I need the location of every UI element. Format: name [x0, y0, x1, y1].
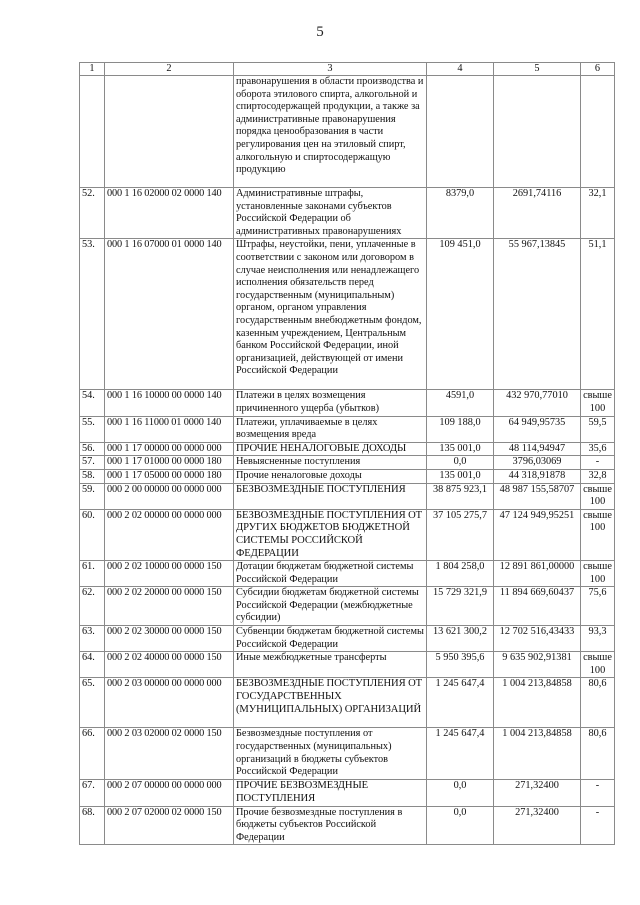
cell-name: Субвенции бюджетам бюджетной системы Российской Федерации	[234, 626, 427, 652]
cell-percent: 35,6	[581, 442, 615, 456]
table-row	[80, 561, 615, 587]
cell-num: 59.	[80, 483, 105, 509]
cell-num: 57.	[80, 456, 105, 470]
cell-code: 000 2 02 10000 00 0000 150	[105, 561, 234, 587]
cell-name: Административные штрафы, установленные законами субъектов Российской Федерации об административных правонарушениях	[234, 188, 427, 239]
cell-fact: 12 702 516,43433	[494, 626, 581, 652]
cell-percent: 51,1	[581, 239, 615, 390]
cell-percent: свыше 100	[581, 561, 615, 587]
column-header-6: 6	[581, 63, 615, 76]
table-header-row	[80, 63, 615, 76]
table-row	[80, 239, 615, 390]
cell-name: Прочие неналоговые доходы	[234, 469, 427, 483]
cell-num: 56.	[80, 442, 105, 456]
cell-plan: 15 729 321,9	[427, 587, 494, 626]
cell-code: 000 2 02 00000 00 0000 000	[105, 509, 234, 560]
cell-code: 000 2 02 40000 00 0000 150	[105, 652, 234, 678]
cell-fact: 48 114,94947	[494, 442, 581, 456]
cell-fact: 271,32400	[494, 780, 581, 806]
cell-code: 000 1 17 01000 00 0000 180	[105, 456, 234, 470]
cell-num: 66.	[80, 728, 105, 780]
cell-code: 000 2 07 02000 02 0000 150	[105, 806, 234, 845]
cell-fact: 271,32400	[494, 806, 581, 845]
cell-code: 000 1 17 00000 00 0000 000	[105, 442, 234, 456]
cell-name: Дотации бюджетам бюджетной системы Российской Федерации	[234, 561, 427, 587]
cell-plan: 109 451,0	[427, 239, 494, 390]
table-row	[80, 188, 615, 239]
cell-code: 000 2 00 00000 00 0000 000	[105, 483, 234, 509]
cell-code: 000 2 03 02000 02 0000 150	[105, 728, 234, 780]
table-row	[80, 456, 615, 470]
cell-name: Платежи в целях возмещения причиненного ущерба (убытков)	[234, 390, 427, 416]
cell-name: Субсидии бюджетам бюджетной системы Российской Федерации (межбюджетные субсидии)	[234, 587, 427, 626]
cell-percent: 93,3	[581, 626, 615, 652]
cell-fact: 12 891 861,00000	[494, 561, 581, 587]
cell-fact: 48 987 155,58707	[494, 483, 581, 509]
cell-percent: 32,8	[581, 469, 615, 483]
cell-num: 64.	[80, 652, 105, 678]
column-header-1: 1	[80, 63, 105, 76]
cell-percent	[581, 76, 615, 188]
cell-name: Платежи, уплачиваемые в целях возмещения вреда	[234, 416, 427, 442]
cell-name: БЕЗВОЗМЕЗДНЫЕ ПОСТУПЛЕНИЯ	[234, 483, 427, 509]
cell-fact: 44 318,91878	[494, 469, 581, 483]
cell-fact: 9 635 902,91381	[494, 652, 581, 678]
cell-fact	[494, 76, 581, 188]
cell-plan: 4591,0	[427, 390, 494, 416]
cell-fact: 11 894 669,60437	[494, 587, 581, 626]
cell-num: 55.	[80, 416, 105, 442]
cell-percent: -	[581, 806, 615, 845]
column-header-5: 5	[494, 63, 581, 76]
cell-percent: свыше 100	[581, 390, 615, 416]
cell-num: 65.	[80, 678, 105, 728]
cell-plan: 13 621 300,2	[427, 626, 494, 652]
table-row	[80, 390, 615, 416]
table-row	[80, 652, 615, 678]
cell-code: 000 1 17 05000 00 0000 180	[105, 469, 234, 483]
page-number: 5	[316, 24, 324, 40]
cell-fact: 47 124 949,95251	[494, 509, 581, 560]
cell-plan: 135 001,0	[427, 469, 494, 483]
cell-fact: 3796,03069	[494, 456, 581, 470]
cell-percent: -	[581, 780, 615, 806]
cell-fact: 2691,74116	[494, 188, 581, 239]
cell-name: Иные межбюджетные трансферты	[234, 652, 427, 678]
cell-fact: 1 004 213,84858	[494, 678, 581, 728]
cell-percent: свыше 100	[581, 483, 615, 509]
table-row	[80, 587, 615, 626]
cell-fact: 55 967,13845	[494, 239, 581, 390]
cell-code: 000 2 02 20000 00 0000 150	[105, 587, 234, 626]
cell-code	[105, 76, 234, 188]
column-header-4: 4	[427, 63, 494, 76]
cell-num: 58.	[80, 469, 105, 483]
cell-num: 63.	[80, 626, 105, 652]
cell-code: 000 1 16 10000 00 0000 140	[105, 390, 234, 416]
table-row	[80, 483, 615, 509]
cell-plan: 109 188,0	[427, 416, 494, 442]
cell-plan: 0,0	[427, 806, 494, 845]
table-row	[80, 469, 615, 483]
cell-num: 53.	[80, 239, 105, 390]
cell-num: 52.	[80, 188, 105, 239]
cell-code: 000 1 16 02000 02 0000 140	[105, 188, 234, 239]
cell-fact: 64 949,95735	[494, 416, 581, 442]
table-row	[80, 806, 615, 845]
cell-plan: 37 105 275,7	[427, 509, 494, 560]
cell-num: 68.	[80, 806, 105, 845]
table-row	[80, 509, 615, 560]
cell-code: 000 1 16 07000 01 0000 140	[105, 239, 234, 390]
cell-plan: 0,0	[427, 456, 494, 470]
table-row	[80, 780, 615, 806]
table-row	[80, 416, 615, 442]
cell-name: Безвозмездные поступления от государственных (муниципальных) организаций в бюджеты субъектов Российской Федерации	[234, 728, 427, 780]
table-row	[80, 626, 615, 652]
cell-num: 67.	[80, 780, 105, 806]
cell-percent: свыше 100	[581, 652, 615, 678]
cell-code: 000 2 03 00000 00 0000 000	[105, 678, 234, 728]
table-row	[80, 678, 615, 728]
cell-num: 62.	[80, 587, 105, 626]
cell-plan: 5 950 395,6	[427, 652, 494, 678]
table-row	[80, 442, 615, 456]
cell-name: ПРОЧИЕ БЕЗВОЗМЕЗДНЫЕ ПОСТУПЛЕНИЯ	[234, 780, 427, 806]
cell-plan: 8379,0	[427, 188, 494, 239]
budget-table	[79, 62, 615, 845]
cell-num: 54.	[80, 390, 105, 416]
cell-name: Невыясненные поступления	[234, 456, 427, 470]
cell-percent: 32,1	[581, 188, 615, 239]
cell-num	[80, 76, 105, 188]
cell-name: ПРОЧИЕ НЕНАЛОГОВЫЕ ДОХОДЫ	[234, 442, 427, 456]
cell-num: 60.	[80, 509, 105, 560]
cell-percent: 80,6	[581, 678, 615, 728]
table-row-continuation	[80, 76, 615, 188]
cell-plan: 135 001,0	[427, 442, 494, 456]
cell-percent: свыше 100	[581, 509, 615, 560]
cell-plan: 1 804 258,0	[427, 561, 494, 587]
cell-name: Штрафы, неустойки, пени, уплаченные в соответствии с законом или договором в случае неисполнения или ненадлежащего исполнения обязательств перед государственным (муниципальным) органом, органом управления государственным внебюджетным фондом, казенным учреждением, Центральным банком Российской Федерации, иной организацией, действующей от имени Российской Федерации	[234, 239, 427, 390]
cell-code: 000 1 16 11000 01 0000 140	[105, 416, 234, 442]
cell-plan: 1 245 647,4	[427, 728, 494, 780]
cell-plan: 1 245 647,4	[427, 678, 494, 728]
cell-plan	[427, 76, 494, 188]
column-header-3: 3	[234, 63, 427, 76]
cell-code: 000 2 02 30000 00 0000 150	[105, 626, 234, 652]
cell-percent: 80,6	[581, 728, 615, 780]
cell-code: 000 2 07 00000 00 0000 000	[105, 780, 234, 806]
cell-percent: 75,6	[581, 587, 615, 626]
cell-num: 61.	[80, 561, 105, 587]
table-row	[80, 728, 615, 780]
column-header-2: 2	[105, 63, 234, 76]
cell-fact: 1 004 213,84858	[494, 728, 581, 780]
cell-plan: 38 875 923,1	[427, 483, 494, 509]
cell-name: Прочие безвозмездные поступления в бюджеты субъектов Российской Федерации	[234, 806, 427, 845]
cell-fact: 432 970,77010	[494, 390, 581, 416]
cell-percent: 59,5	[581, 416, 615, 442]
cell-percent: -	[581, 456, 615, 470]
cell-name: БЕЗВОЗМЕЗДНЫЕ ПОСТУПЛЕНИЯ ОТ ГОСУДАРСТВЕННЫХ (МУНИЦИПАЛЬНЫХ) ОРГАНИЗАЦИЙ	[234, 678, 427, 728]
cell-plan: 0,0	[427, 780, 494, 806]
cell-name: БЕЗВОЗМЕЗДНЫЕ ПОСТУПЛЕНИЯ ОТ ДРУГИХ БЮДЖЕТОВ БЮДЖЕТНОЙ СИСТЕМЫ РОССИЙСКОЙ ФЕДЕРАЦИИ	[234, 509, 427, 560]
cell-name: правонарушения в области производства и оборота этилового спирта, алкогольной и спиртосодержащей продукции, а также за административные правонарушения порядка ценообразования в части регулирования цен на этиловый спирт, алкогольную и спиртосодержащую продукцию	[234, 76, 427, 188]
